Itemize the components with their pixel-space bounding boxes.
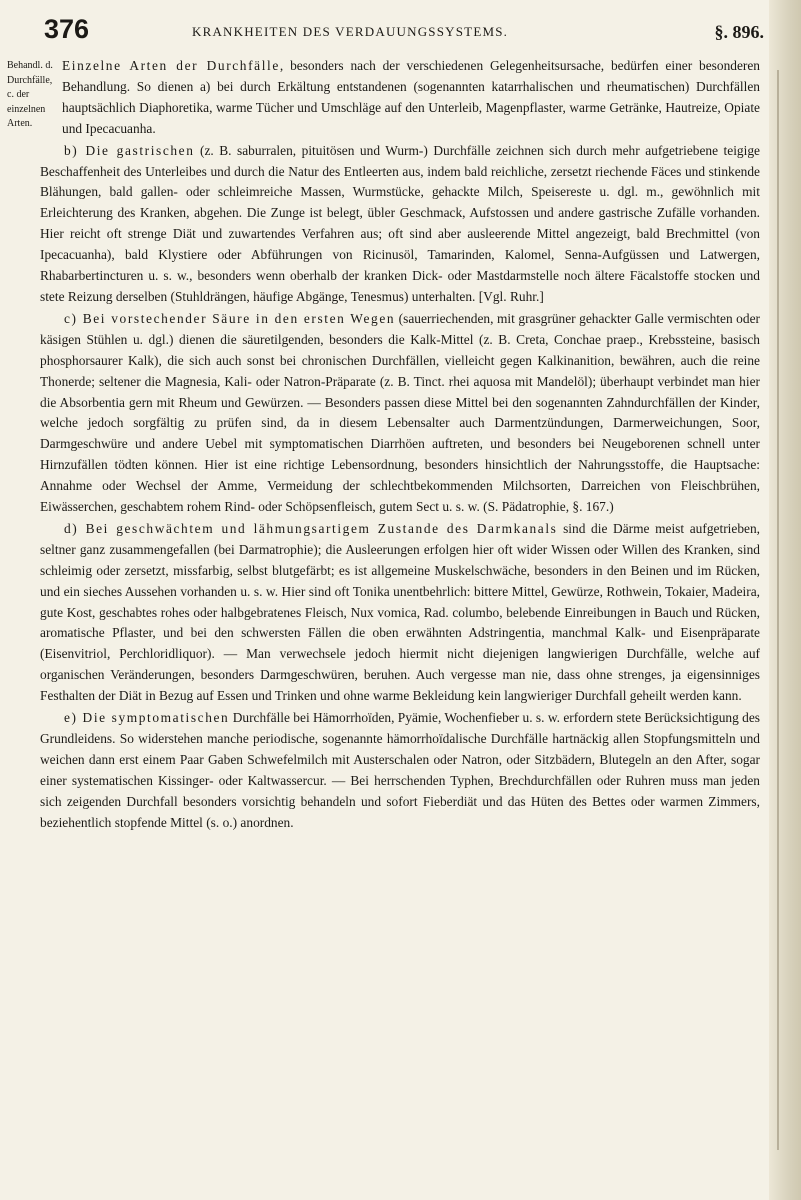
paragraph-text: sind die Därme meist aufgetrieben, seltner ganz zusammengefallen (bei Darmatrophie); die Ausleerungen erfolgen hier oft wider Wissen oder Willen des Kranken, sind schleimig oder zersetzt, missfarbig, selbst blutgefärbt; es ist allgemeine Muskelschwäche, besonders in den Beinen und im Rücken, und ein sieches Aussehen vorhanden u. s. w. Hier sind oft Tonika unentbehrlich: bittere Mittel, Gewürze, Rothwein, Tokaier, Madeira, gute Kost, geschabtes rohes oder halbgebratenes Fleisch, Nux vomica, Rad. columbo, belebende Einreibungen in Bauch und Rücken, aromatische Pflaster, und bei den schwersten Fällen die oben erwähnten Adstringentia, manchmal Kalk- und Eisenpräparate (Eisenvitriol, Perchloridliquor). — Man verwechsele jedoch hiermit nicht diejenigen langwierigen Durchfälle, welche auf organischen Veränderungen, besonders Darmgeschwüren, beruhen. Auch vergesse man nie, dass ohne strenges, ja eigensinniges Festhalten der Diät in Bezug auf Essen und Trinken und ohne warme Bekleidung kein langwieriger Durchfall geheilt werden kann. bbox=[40, 520, 760, 704]
paragraph-text: (sauerriechenden, mit grasgrüner gehackter Galle vermischten oder käsigen Stühlen u. dgl.) dienen die säuretilgenden, besonders die Kalk-Mittel (z. B. Creta, Conchae praep., Krebssteine, basisch phosphorsaurer Kalk), die sich auch sonst bei chronischen Durchfällen, vielleicht gegen Kalkinanition, bewähren, auch die reine Thonerde; seltener die Magnesia, Kali- oder Natron-Präparate (z. B. Tinct. rhei aquosa mit Mandelöl); überhaupt verbindet man hier die Absorbentia gern mit Rheum und Gewürzen. — Besonders passen diese Mittel bei den sogenannten Zahndurchfällen der Kinder, welche jedoch sorgfältig zu prüfen sind, da in diesem Lebensalter auch Darmentzündungen, Darmerweichungen, Soor, Darmgeschwüre und andere Uebel mit symptomatischen Diarrhöen auftreten, und besonders bei Neugeborenen schnell unter Hirnzufällen tödten können. Hier ist eine richtige Lebensordnung, besonders hinsichtlich der Nahrungsstoffe, die Hauptsache: Annahme oder Wechsel der Amme, Vermeidung der schlechtbekommenden Milchsorten, Darreichen von Fleischbrühen, Eiwässerchen, geschabtem rohem Rind- oder Schöpsenfleisch, gutem Sect u. s. w. (S. Pädatrophie, §. 167.) bbox=[40, 310, 760, 515]
margin-note: Behandl. d. Durchfälle, c. der einzelnen Arten. bbox=[7, 60, 53, 129]
paragraph-text: (z. B. saburralen, pituitösen und Wurm-) Durchfälle zeichnen sich durch mehr aufgetriebene teigige Beschaffenheit des Unterleibes und durch die Natur des Entleerten aus, indem bald reichliche, zersetzt riechende Fäces und stinkende Blähungen, bald gallen- oder schleimreiche Massen, Wurmstücke, gehackte Milch, Speisereste u. dgl. m., gewöhnlich mit Erleichterung des Kranken, abgehen. Die Zunge ist belegt, übler Geschmack, Aufstossen und andere gastrische Zufälle vorhanden. Hier reicht oft strenge Diät und zuwartendes Verfahren aus; oft sind aber ausleerende Mittel angezeigt, bald Brechmittel (von Ipecacuanha), bald Klystiere oder Abführungen von Ricinusöl, Tamarinden, Kalomel, Senna-Aufgüssen und Latwergen, Rhabarbertincturen u. s. w., besonders wenn oberhalb der kranken Dick- oder Mastdarmstelle noch ältere Fäcalstoffe stocken und stete Reizung derselben (Stuhldrängen, häufige Abgänge, Tenesmus) unterhalten. [Vgl. Ruhr.] bbox=[40, 142, 760, 304]
running-header: KRANKHEITEN DES VERDAUUNGSSYSTEMS. bbox=[192, 24, 509, 39]
paragraph-c bbox=[40, 309, 760, 518]
body-text bbox=[40, 56, 760, 834]
paragraph-lead: d) Bei geschwächtem und lähmungsartigem Zustande des Darmkanals bbox=[64, 520, 558, 536]
section-number: §. 896. bbox=[714, 22, 764, 42]
paragraph-lead: e) Die symptomatischen bbox=[64, 710, 230, 726]
paragraph-d bbox=[40, 519, 760, 707]
paragraph-lead: c) Bei vorstechender Säure in den ersten Wegen bbox=[64, 310, 396, 326]
paragraph-intro bbox=[40, 56, 760, 140]
page-edge bbox=[769, 0, 801, 1200]
paragraph-lead: b) Die gastrischen bbox=[64, 142, 195, 158]
paragraph-lead: Einzelne Arten der Durchfälle bbox=[62, 58, 280, 73]
page-header bbox=[44, 14, 764, 48]
paragraph-text: Durchfälle bei Hämorrhoïden, Pyämie, Wochenfieber u. s. w. erfordern stete Berücksichtigung des Grundleidens. So widerstehen manche periodische, sogenannte hämorrhoïdalische Durchfälle hartnäckig allen Stopfungsmitteln und weichen dann erst einem Paar Gaben Schwefelmilch mit Austerschalen oder Natron, oder Sitzbädern, Blutegeln an den After, sogar einer systematischen Kissinger- oder Kaltwassercur. — Bei herrschenden Typhen, Brechdurchfällen oder Ruhren muss man jeden sich zeigenden Durchfall besonders vorsichtig behandeln und sofort Fieberdiät und das Hüten des Bettes oder warmen Zimmers, beziehentlich stopfende Mittel (s. o.) anordnen. bbox=[40, 710, 761, 830]
paragraph-e bbox=[40, 708, 760, 833]
page-number: 376 bbox=[44, 14, 90, 44]
paragraph-b bbox=[40, 141, 760, 308]
edge-line bbox=[777, 70, 779, 1150]
paragraph-text: , besonders nach der verschiedenen Gelegenheitsursache, bedürfen einer besonderen Behandlung. So dienen a) bei durch Erkältung entstandenen (sogenannten katarrhalischen und rheumatischen) Durchfällen hauptsächlich Diaphoretika, warme Tücher und Umschläge auf den Unterleib, Magenpflaster, warme Getränke, Hautreize, Opiate und Ipecacuanha. bbox=[62, 58, 760, 136]
